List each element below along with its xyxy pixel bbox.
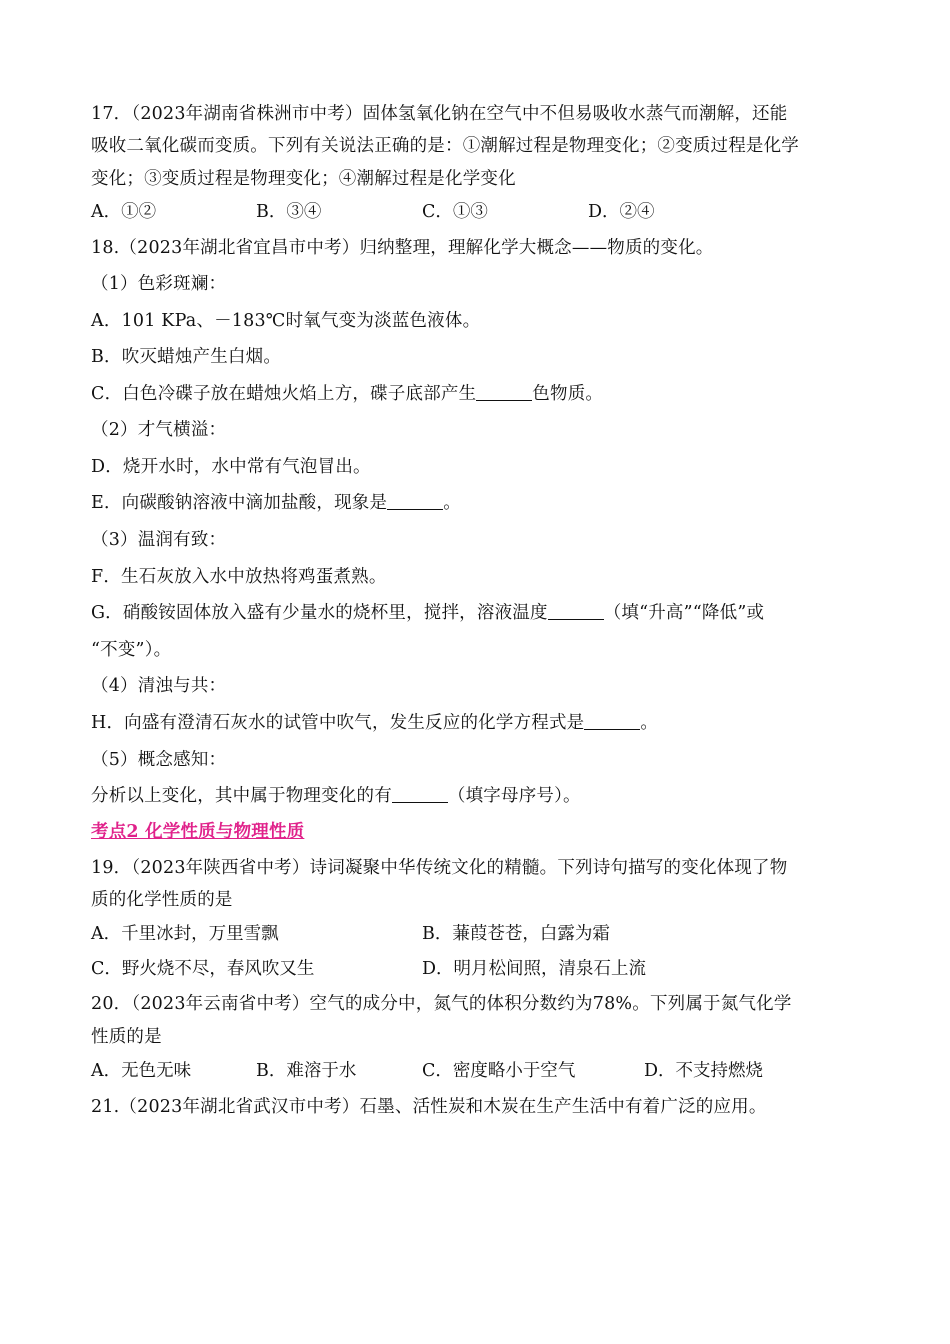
q18-item-h-tail: 。 xyxy=(640,713,659,733)
q17-option-b: B．③④ xyxy=(256,202,322,222)
q19-option-c: C．野火烧不尽，春风吹又生 xyxy=(91,959,315,979)
q18-part-2: （2）才气横溢： xyxy=(91,420,227,440)
q18-part-5: （5）概念感知： xyxy=(91,750,227,770)
q19-line-2: 质的化学性质的是 xyxy=(91,890,233,910)
q17-line-1: 17．（2023年湖南省株洲市中考）固体氢氧化钠在空气中不但易吸收水蒸气而潮解，还能 xyxy=(91,104,788,124)
answer-blank xyxy=(387,491,443,510)
q18-item-e xyxy=(91,491,461,515)
q20-line-1: 20．（2023年云南省中考）空气的成分中，氮气的体积分数约为78%。下列属于氮气化学 xyxy=(91,994,792,1014)
q18-analysis xyxy=(91,784,581,808)
q18-item-e-text: E．向碳酸钠溶液中滴加盐酸，现象是 xyxy=(91,493,388,513)
q17-line-2: 吸收二氧化碳而变质。下列有关说法正确的是：①潮解过程是物理变化；②变质过程是化学 xyxy=(91,136,799,156)
q20-option-c: C．密度略小于空气 xyxy=(422,1061,576,1081)
q18-item-g-line-2: “不变”）。 xyxy=(91,640,172,660)
q21-line-1: 21.（2023年湖北省武汉市中考）石墨、活性炭和木炭在生产生活中有着广泛的应用。 xyxy=(91,1097,767,1117)
q18-item-c xyxy=(91,382,603,406)
q19-option-a: A．千里冰封，万里雪飘 xyxy=(91,924,279,944)
q18-item-d: D．烧开水时，水中常有气泡冒出。 xyxy=(91,457,371,477)
q18-item-c-text: C．白色冷碟子放在蜡烛火焰上方，碟子底部产生 xyxy=(91,384,477,404)
q18-part-4: （4）清浊与共： xyxy=(91,676,227,696)
q18-item-g xyxy=(91,601,764,625)
q18-part-1: （1）色彩斑斓： xyxy=(91,274,227,294)
answer-blank xyxy=(584,711,640,730)
q18-analysis-text: 分析以上变化，其中属于物理变化的有 xyxy=(91,786,392,806)
q17-line-3: 变化；③变质过程是物理变化；④潮解过程是化学变化 xyxy=(91,169,516,189)
section-heading: 考点2 化学性质与物理性质 xyxy=(91,822,305,842)
q18-item-c-tail: 色物质。 xyxy=(532,384,604,404)
q18-part-3: （3）温润有致： xyxy=(91,530,227,550)
q18-stem: 18.（2023年湖北省宜昌市中考）归纳整理，理解化学大概念——物质的变化。 xyxy=(91,238,714,258)
q18-item-a: A．101 KPa、－183℃时氧气变为淡蓝色液体。 xyxy=(91,311,481,331)
q18-item-h-text: H．向盛有澄清石灰水的试管中吹气，发生反应的化学方程式是 xyxy=(91,713,585,733)
q19-line-1: 19．（2023年陕西省中考）诗词凝聚中华传统文化的精髓。下列诗句描写的变化体现了物 xyxy=(91,858,788,878)
q20-option-b: B．难溶于水 xyxy=(256,1061,357,1081)
q20-line-2: 性质的是 xyxy=(91,1027,162,1047)
answer-blank xyxy=(392,784,448,803)
q18-item-b: B．吹灭蜡烛产生白烟。 xyxy=(91,347,282,367)
answer-blank xyxy=(476,382,532,401)
q20-option-a: A．无色无味 xyxy=(91,1061,192,1081)
q18-item-g-text: G．硝酸铵固体放入盛有少量水的烧杯里，搅拌，溶液温度 xyxy=(91,603,548,623)
q19-option-b: B．蒹葭苍苍，白露为霜 xyxy=(422,924,610,944)
q19-option-d: D．明月松间照，清泉石上流 xyxy=(422,959,647,979)
q18-item-e-tail: 。 xyxy=(443,493,461,513)
q17-option-a: A．①② xyxy=(91,202,157,222)
answer-blank xyxy=(548,601,604,620)
q18-item-g-tail: （填“升高”“降低”或 xyxy=(603,603,765,623)
q18-item-h xyxy=(91,711,658,735)
q18-analysis-tail: （填字母序号）。 xyxy=(447,786,581,806)
q17-option-d: D．②④ xyxy=(588,202,655,222)
q18-item-f: F．生石灰放入水中放热将鸡蛋煮熟。 xyxy=(91,567,387,587)
q17-option-c: C．①③ xyxy=(422,202,488,222)
q20-option-d: D．不支持燃烧 xyxy=(644,1061,764,1081)
